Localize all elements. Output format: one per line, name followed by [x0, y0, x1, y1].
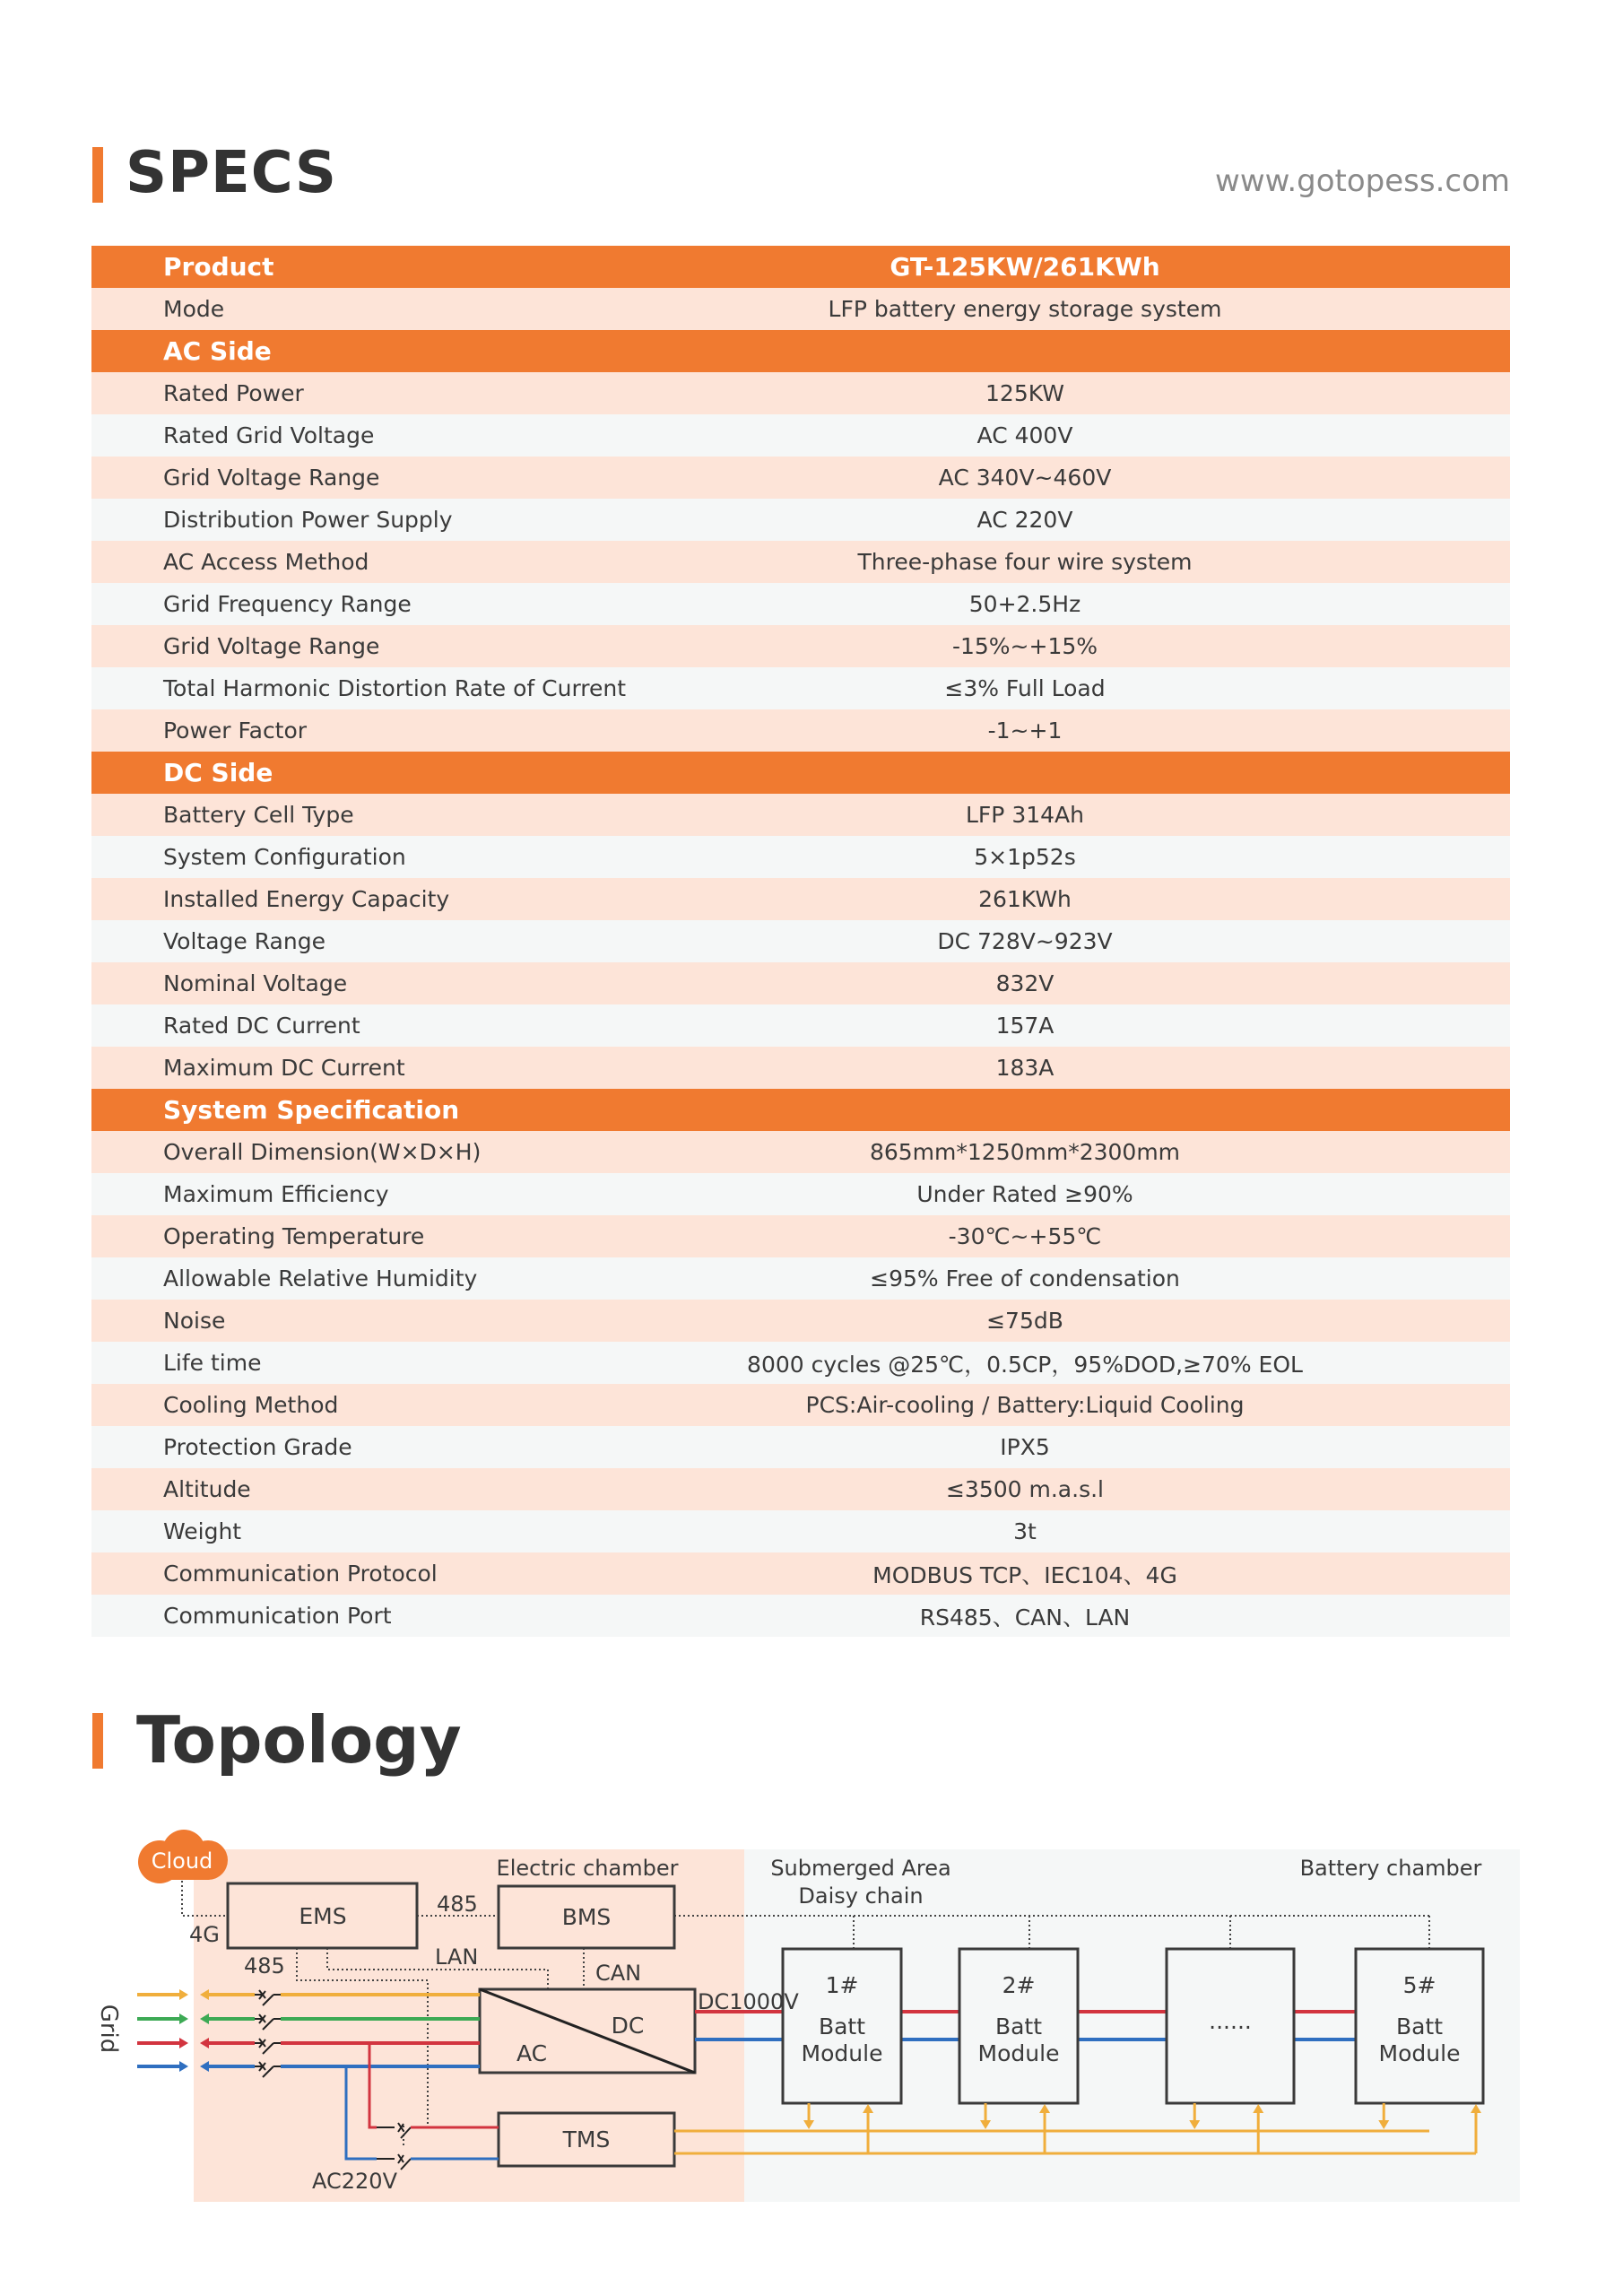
product-label: Product [163, 252, 274, 282]
spec-row [91, 836, 1510, 878]
spec-value: 5×1p52s [974, 844, 1076, 870]
spec-label: Communication Port [163, 1603, 392, 1629]
spec-label: Allowable Relative Humidity [163, 1265, 478, 1292]
spec-value: 3t [1013, 1518, 1037, 1544]
arrow-head-icon [179, 2013, 188, 2024]
product-header-row [91, 246, 1510, 288]
dc-bus-label: DC1000V [698, 1989, 799, 2014]
module-line1: Batt [1395, 2013, 1444, 2039]
spec-value: 832V [995, 970, 1055, 996]
spec-row [91, 667, 1510, 709]
spec-label: AC Access Method [163, 549, 369, 575]
spec-label: Nominal Voltage [163, 970, 348, 996]
module-line2: Module [801, 2040, 883, 2066]
spec-row [91, 1215, 1510, 1257]
spec-value: 157A [995, 1013, 1055, 1039]
product-value: GT-125KW/261KWh [890, 252, 1160, 282]
section-title: System Specification [163, 1095, 460, 1125]
electric-chamber-label: Electric chamber [496, 1856, 679, 1881]
tms-label: TMS [562, 2126, 611, 2152]
spec-value: 183A [995, 1055, 1055, 1081]
link-4g-label: 4G [189, 1922, 220, 1947]
spec-row [91, 625, 1510, 667]
aux-supply-label: AC220V [312, 2169, 397, 2194]
spec-label: Cooling Method [163, 1392, 339, 1418]
link-can-label: CAN [595, 1961, 642, 1986]
spec-row [91, 1510, 1510, 1552]
spec-row [91, 1004, 1510, 1047]
link-ems-bms-label: 485 [437, 1892, 478, 1917]
spec-label: Battery Cell Type [163, 802, 354, 828]
spec-row [91, 1468, 1510, 1510]
spec-row [91, 1047, 1510, 1089]
arrow-head-icon [179, 2061, 188, 2072]
module-line1: Batt [818, 2013, 866, 2039]
specs-title: SPECS [126, 140, 337, 206]
spec-label: System Configuration [163, 844, 406, 870]
spec-label: Weight [163, 1518, 242, 1544]
spec-row [91, 920, 1510, 962]
spec-value: ≤75dB [986, 1308, 1063, 1334]
spec-row [91, 1173, 1510, 1215]
spec-value: 865mm*1250mm*2300mm [869, 1139, 1181, 1165]
section-title: DC Side [163, 758, 273, 787]
pcs-dc-label: DC [611, 2013, 645, 2039]
spec-table [91, 246, 1510, 1637]
spec-value: PCS:Air-cooling / Battery:Liquid Cooling [805, 1392, 1245, 1418]
spec-row [91, 1595, 1510, 1637]
spec-value: 261KWh [978, 886, 1072, 912]
module-line1: Batt [994, 2013, 1043, 2039]
spec-value: ≤3500 m.a.s.l [945, 1476, 1104, 1502]
spec-label: Life time [163, 1350, 262, 1376]
spec-value: Three-phase four wire system [857, 549, 1193, 575]
spec-label: Grid Frequency Range [163, 591, 412, 617]
battery-chamber-label: Battery chamber [1299, 1856, 1482, 1881]
spec-row [91, 878, 1510, 920]
spec-label: Rated Power [163, 380, 304, 406]
spec-row [91, 541, 1510, 583]
spec-label: Maximum Efficiency [163, 1181, 389, 1207]
section-header [91, 752, 1510, 794]
spec-value: ≤3% Full Load [944, 675, 1106, 701]
grid-label: Grid [95, 2004, 122, 2054]
spec-label: Noise [163, 1308, 226, 1334]
module-id: 1# [825, 1972, 859, 1998]
spec-row [91, 1300, 1510, 1342]
spec-value: LFP 314Ah [966, 802, 1084, 828]
spec-row [91, 1131, 1510, 1173]
spec-value: -1~+1 [987, 718, 1063, 744]
spec-label: Power Factor [163, 718, 308, 744]
spec-row [91, 709, 1510, 752]
spec-label: Altitude [163, 1476, 251, 1502]
spec-sections [91, 330, 1510, 1637]
specs-accent-bar [92, 147, 103, 203]
spec-row [91, 583, 1510, 625]
mode-label: Mode [163, 296, 225, 322]
spec-value: RS485、CAN、LAN [919, 1604, 1131, 1631]
spec-label: Rated DC Current [163, 1013, 360, 1039]
spec-row [91, 962, 1510, 1004]
mode-value: LFP battery energy storage system [828, 296, 1222, 322]
spec-row [91, 1426, 1510, 1468]
spec-value: 125KW [985, 380, 1064, 406]
spec-value: AC 220V [976, 507, 1073, 533]
section-title: AC Side [163, 336, 272, 366]
topology-title: Topology [136, 1702, 462, 1778]
ems-label: EMS [299, 1903, 347, 1929]
spec-label: Communication Protocol [163, 1561, 438, 1587]
spec-value: 50+2.5Hz [968, 591, 1081, 617]
spec-label: Installed Energy Capacity [163, 886, 450, 912]
spec-row [91, 1384, 1510, 1426]
topology-accent-bar [92, 1713, 103, 1769]
spec-value: -15%~+15% [951, 633, 1098, 659]
website-url: www.gotopess.com [1215, 163, 1510, 199]
arrow-head-icon [179, 2038, 188, 2048]
spec-value: AC 400V [976, 422, 1073, 448]
link-ems-tms-label: 485 [244, 1953, 285, 1979]
module-id: 2# [1002, 1972, 1036, 1998]
spec-label: Overall Dimension(W×D×H) [163, 1139, 482, 1165]
section-header [91, 1089, 1510, 1131]
arrow-head-icon [179, 1989, 188, 2000]
spec-row [91, 457, 1510, 499]
section-header [91, 330, 1510, 372]
spec-label: Maximum DC Current [163, 1055, 405, 1081]
module-id: 5# [1402, 1972, 1436, 1998]
module-line2: Module [977, 2040, 1060, 2066]
topology-diagram [0, 1812, 1623, 2224]
link-lan-label: LAN [435, 1944, 479, 1970]
module-line1: ...... [1209, 2008, 1252, 2034]
spec-label: Grid Voltage Range [163, 633, 380, 659]
spec-value: AC 340V~460V [938, 465, 1112, 491]
spec-label: Rated Grid Voltage [163, 422, 375, 448]
spec-row [91, 414, 1510, 457]
spec-value: DC 728V~923V [937, 928, 1113, 954]
module-line2: Module [1378, 2040, 1461, 2066]
spec-label: Protection Grade [163, 1434, 352, 1460]
spec-label: Operating Temperature [163, 1223, 425, 1249]
spec-value: IPX5 [1000, 1434, 1050, 1460]
spec-row [91, 1257, 1510, 1300]
mode-row [91, 288, 1510, 330]
spec-value: MODBUS TCP、IEC104、4G [872, 1561, 1177, 1588]
spec-label: Grid Voltage Range [163, 465, 380, 491]
spec-row [91, 372, 1510, 414]
spec-row [91, 1342, 1510, 1384]
submerged-area-label: Submerged Area [770, 1856, 951, 1881]
daisy-chain-label: Daisy chain [798, 1883, 924, 1909]
bms-label: BMS [561, 1904, 612, 1930]
spec-row [91, 499, 1510, 541]
spec-row [91, 1552, 1510, 1595]
spec-value: Under Rated ≥90% [916, 1181, 1133, 1207]
spec-value: ≤95% Free of condensation [870, 1265, 1180, 1292]
spec-label: Voltage Range [163, 928, 325, 954]
spec-value: -30℃~+55℃ [948, 1223, 1102, 1249]
spec-label: Distribution Power Supply [163, 507, 453, 533]
spec-row [91, 794, 1510, 836]
pcs-ac-label: AC [516, 2040, 548, 2066]
cloud-icon [138, 1830, 228, 1883]
spec-label: Total Harmonic Distortion Rate of Current [163, 675, 627, 701]
spec-value: 8000 cycles @25℃，0.5CP，95%DOD,≥70% EOL [747, 1351, 1303, 1378]
cloud-label: Cloud [151, 1848, 213, 1874]
